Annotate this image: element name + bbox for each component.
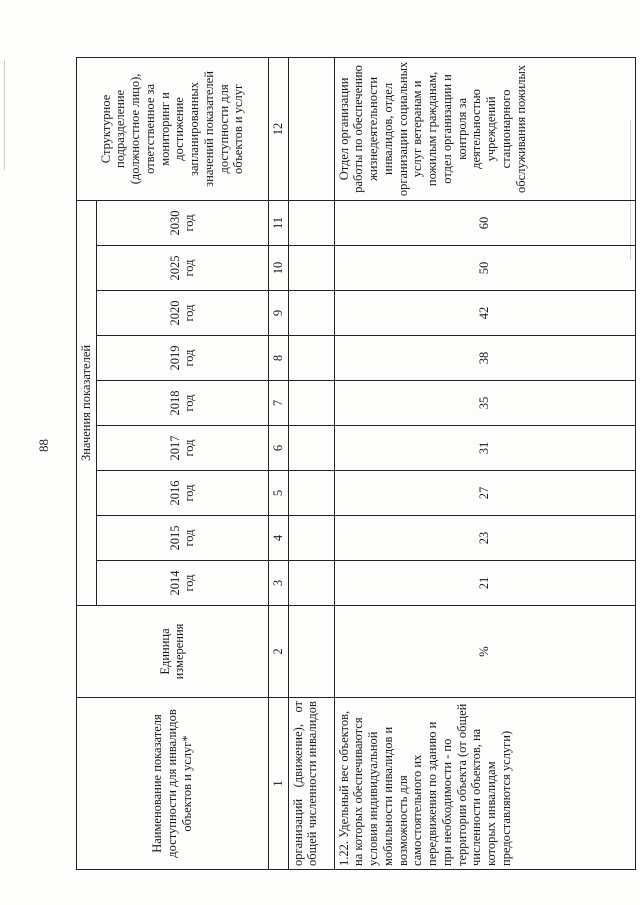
row-value: 42 <box>334 291 636 336</box>
header-year: 2018 год <box>96 381 268 426</box>
header-unit: Единица измерения <box>77 606 269 698</box>
header-values-group: Значения показателей <box>77 200 97 605</box>
row-name: организаций (движение), от общей численности инвалидов <box>288 698 334 870</box>
row-value <box>288 336 334 381</box>
rotated-table-container <box>76 58 636 870</box>
column-number: 2 <box>268 606 288 698</box>
row-value: 60 <box>334 200 636 245</box>
header-year: 2017 год <box>96 426 268 471</box>
column-number: 1 <box>268 698 288 870</box>
column-number: 8 <box>268 336 288 381</box>
row-responsible: Отдел организации работы по обеспечению жизнедеятельности инвалидов, отдел организации социальных услуг ветеранам и пожилым гражданам, отдел организации и контроля за деятельностью учреждений стационарного обслуживания пожилых <box>334 57 636 200</box>
row-value <box>288 246 334 291</box>
header-name: Наименование показателя доступности для инвалидов объектов и услуг* <box>77 698 269 870</box>
column-number: 5 <box>268 471 288 516</box>
header-year: 2030 год <box>96 200 268 245</box>
row-value: 35 <box>334 381 636 426</box>
row-unit: % <box>334 606 636 698</box>
header-responsible: Структурное подразделение (должностное лицо), ответственное за мониторинг и достижение запланированных значений показателей доступности для объектов и услуг <box>77 57 269 200</box>
column-number: 9 <box>268 291 288 336</box>
column-number: 7 <box>268 381 288 426</box>
row-value: 38 <box>334 336 636 381</box>
header-year: 2014 год <box>96 561 268 606</box>
column-number: 4 <box>268 516 288 561</box>
row-value: 27 <box>334 471 636 516</box>
column-number: 11 <box>268 200 288 245</box>
row-value: 50 <box>334 246 636 291</box>
scan-edge-line <box>4 60 5 170</box>
row-unit <box>288 606 334 698</box>
column-number: 12 <box>268 57 288 200</box>
row-value: 21 <box>334 561 636 606</box>
row-responsible <box>288 57 334 200</box>
header-year: 2025 год <box>96 246 268 291</box>
indicators-table <box>76 57 636 870</box>
row-value: 31 <box>334 426 636 471</box>
header-year: 2016 год <box>96 471 268 516</box>
column-number: 6 <box>268 426 288 471</box>
header-year: 2020 год <box>96 291 268 336</box>
row-value <box>288 381 334 426</box>
row-value <box>288 426 334 471</box>
row-value <box>288 561 334 606</box>
row-value <box>288 200 334 245</box>
row-value <box>288 471 334 516</box>
column-number: 10 <box>268 246 288 291</box>
row-value <box>288 291 334 336</box>
header-year: 2019 год <box>96 336 268 381</box>
header-year: 2015 год <box>96 516 268 561</box>
column-number: 3 <box>268 561 288 606</box>
row-name: 1.22. Удельный вес объектов, на которых обеспечиваются условия индивидуальной мобильности инвалидов и возможность для самостоятельного их передвижения по зданию и при необходимости - по территории объекта (от общей численности объектов, на которых инвалидам предоставляются услуги) <box>334 698 636 870</box>
page-number: 88 <box>36 439 51 452</box>
table-row <box>334 57 636 869</box>
row-value: 23 <box>334 516 636 561</box>
row-value <box>288 516 334 561</box>
table-row <box>288 57 334 869</box>
